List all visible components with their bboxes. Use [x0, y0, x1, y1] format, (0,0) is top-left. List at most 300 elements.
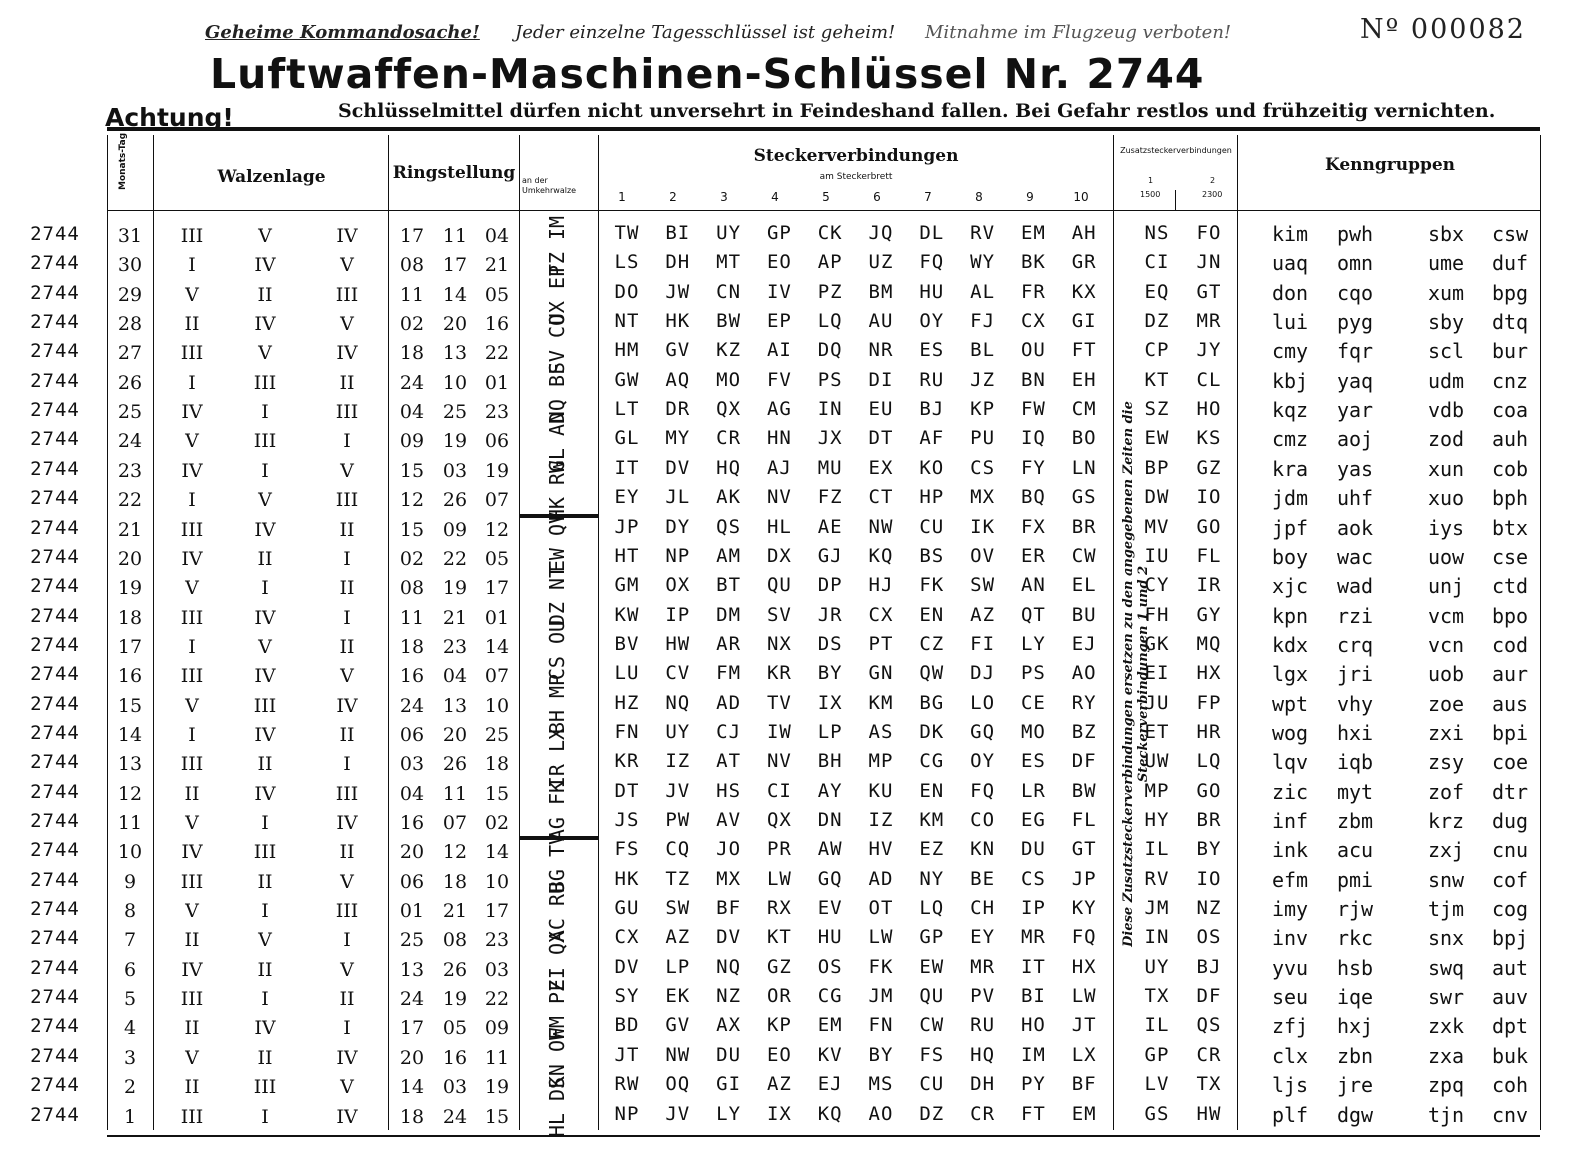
- plug-pair: CX: [1020, 310, 1046, 333]
- plug-pair: FR: [1020, 280, 1046, 303]
- plug-pair: EO: [766, 1043, 792, 1066]
- extra-plug-pair: LV: [1144, 1073, 1170, 1096]
- plug-pair: UZ: [868, 251, 894, 274]
- kenngruppe: don: [1271, 280, 1309, 305]
- ring-cell: 20: [442, 313, 468, 336]
- plug-pair: BN: [1020, 368, 1046, 391]
- plug-pair: CW: [919, 1014, 945, 1037]
- extra-plug-pair: GZ: [1196, 456, 1222, 479]
- plug-pair: GJ: [817, 544, 843, 567]
- key-number: 2744: [30, 692, 80, 715]
- kenngruppe: efm: [1271, 867, 1309, 892]
- plug-pair: CH: [970, 897, 996, 920]
- plug-pair: AL: [970, 280, 996, 303]
- reflector-pair: FM PZ: [545, 979, 569, 1040]
- ring-cell: 01: [399, 900, 425, 923]
- key-number: 2744: [30, 457, 80, 480]
- plug-pair: OU: [1020, 339, 1046, 362]
- plug-pair: FI: [970, 632, 996, 655]
- rotor-cell: III: [180, 225, 204, 247]
- plug-pair: EJ: [817, 1073, 843, 1096]
- rotor-cell: V: [258, 929, 272, 952]
- ring-cell: 13: [442, 342, 468, 365]
- rotor-cell: I: [343, 929, 351, 952]
- ring-cell: 08: [442, 929, 468, 952]
- extra-plug-pair: TX: [1196, 1073, 1222, 1096]
- plug-pair: BR: [1071, 515, 1097, 538]
- plug-pair: KP: [766, 1014, 792, 1037]
- plug-pair: DS: [817, 632, 843, 655]
- plug-pair: BH: [817, 750, 843, 773]
- kenngruppe: aut: [1491, 955, 1529, 980]
- day-cell: 5: [123, 988, 137, 1011]
- day-cell: 27: [117, 342, 143, 365]
- day-cell: 7: [123, 929, 137, 952]
- plug-pair: JR: [817, 603, 843, 626]
- kenngruppe: auv: [1491, 985, 1529, 1010]
- plug-pair: MR: [1020, 926, 1046, 949]
- ring-cell: 16: [399, 812, 425, 834]
- kenngruppe: plf: [1271, 1102, 1309, 1127]
- extra-plug-pair: FO: [1196, 222, 1222, 244]
- kenngruppe: xjc: [1271, 574, 1309, 599]
- reflector-pair: UX EP: [545, 265, 569, 326]
- plug-pair: IX: [817, 691, 843, 714]
- plug-pair: KN: [970, 838, 996, 861]
- key-number: 2744: [30, 340, 80, 363]
- ring-cell: 24: [399, 371, 425, 394]
- plug-pair: DL: [919, 222, 945, 244]
- day-cell: 20: [117, 547, 143, 570]
- kenngruppe: bph: [1491, 486, 1529, 511]
- plug-pair: NR: [868, 339, 894, 362]
- plug-pair: HQ: [970, 1043, 996, 1066]
- ring-cell: 03: [484, 958, 510, 981]
- rotor-cell: IV: [336, 225, 358, 247]
- plug-pair: IZ: [665, 750, 691, 773]
- plug-pair: QX: [716, 398, 742, 421]
- extra-plug-pair: CY: [1144, 574, 1170, 597]
- key-number: 2744: [30, 1044, 80, 1067]
- plug-pair: LT: [614, 398, 640, 421]
- plug-pair: GP: [919, 926, 945, 949]
- ring-cell: 04: [442, 665, 468, 688]
- ring-cell: 10: [484, 694, 510, 717]
- kenngruppen-header: Kenngruppen: [1324, 155, 1456, 175]
- plugboard-number: 4: [771, 190, 779, 204]
- extra-plug-pair: JM: [1144, 897, 1170, 920]
- plug-pair: QU: [766, 574, 792, 597]
- rotor-cell: II: [257, 870, 273, 893]
- plug-pair: NY: [919, 867, 945, 890]
- rotor-cell: V: [185, 1046, 199, 1069]
- plug-pair: AO: [868, 1102, 894, 1125]
- reflector-pair: DZ NT: [545, 566, 569, 627]
- ring-cell: 26: [442, 489, 468, 512]
- extra-plug-pair: GP: [1144, 1043, 1170, 1066]
- plugboard-number: 6: [873, 190, 881, 204]
- ring-cell: 22: [484, 342, 510, 365]
- plug-pair: DK: [919, 720, 945, 743]
- warning-text: Schlüsselmittel dürfen nicht unversehrt in Feindeshand fallen. Bei Gefahr restlos und frühzeitig vernichten.: [338, 100, 1496, 122]
- column-divider: [1113, 135, 1114, 1130]
- plug-pair: LQ: [817, 310, 843, 333]
- plug-pair: JW: [665, 280, 691, 303]
- extra-plug-pair: JU: [1144, 691, 1170, 714]
- plugboard-header: Steckerverbindungen: [753, 146, 959, 166]
- extra-plug-pair: MV: [1144, 515, 1170, 538]
- extra-plug-pair: IN: [1144, 926, 1170, 949]
- day-cell: 25: [117, 401, 143, 424]
- key-number: 2744: [30, 399, 80, 422]
- plug-pair: CT: [868, 486, 894, 509]
- plug-pair: AS: [868, 720, 894, 743]
- plug-pair: EH: [1071, 368, 1097, 391]
- extra-plug-pair: HR: [1196, 720, 1222, 743]
- kenngruppe: sby: [1427, 310, 1465, 335]
- extra-plug-pair: HX: [1196, 662, 1222, 685]
- kenngruppe: zsy: [1427, 750, 1465, 775]
- ring-cell: 18: [399, 1105, 425, 1128]
- kenngruppe: pwh: [1336, 222, 1374, 246]
- plug-pair: RW: [614, 1073, 640, 1096]
- plug-pair: FN: [614, 720, 640, 743]
- plug-pair: JT: [1071, 1014, 1097, 1037]
- plug-pair: MP: [868, 750, 894, 773]
- plug-pair: BY: [817, 662, 843, 685]
- plug-pair: KM: [919, 809, 945, 831]
- ring-cell: 12: [399, 489, 425, 512]
- kenngruppe: bpo: [1491, 603, 1529, 628]
- extra-plug-pair: GT: [1196, 280, 1222, 303]
- plug-pair: IP: [1020, 897, 1046, 920]
- plug-pair: BT: [716, 574, 742, 597]
- plug-pair: FS: [919, 1043, 945, 1066]
- kenngruppe: wog: [1271, 720, 1309, 745]
- ring-cell: 18: [399, 342, 425, 365]
- plug-pair: HK: [665, 310, 691, 333]
- kenngruppe: swq: [1427, 955, 1465, 980]
- plug-pair: BK: [1020, 251, 1046, 274]
- plug-pair: GV: [665, 1014, 691, 1037]
- plug-pair: CX: [868, 603, 894, 626]
- extra-plug-pair: RV: [1144, 867, 1170, 890]
- reflector-header: an der Umkehrwalze: [522, 176, 577, 195]
- plug-pair: HP: [919, 486, 945, 509]
- plug-pair: GT: [1071, 838, 1097, 861]
- plug-pair: LX: [1071, 1043, 1097, 1066]
- ring-cell: 04: [399, 401, 425, 424]
- plug-pair: HO: [1020, 1014, 1046, 1037]
- plug-pair: PW: [665, 809, 691, 831]
- kenngruppe: csw: [1491, 222, 1529, 246]
- plug-pair: WY: [970, 251, 996, 274]
- kenngruppe: lgx: [1271, 662, 1309, 687]
- extra-plug-pair: CL: [1196, 368, 1222, 391]
- plug-pair: IX: [766, 1102, 792, 1125]
- day-cell: 26: [117, 371, 143, 394]
- plugboard-subheader: am Steckerbrett: [819, 172, 893, 182]
- kenngruppe: aur: [1491, 662, 1529, 687]
- kenngruppe: tjm: [1427, 897, 1465, 922]
- plugboard-number: 10: [1073, 190, 1089, 204]
- plug-pair: JP: [614, 515, 640, 538]
- plug-pair: FM: [716, 662, 742, 685]
- plug-pair: GU: [614, 897, 640, 920]
- kenngruppe: ctd: [1491, 574, 1529, 599]
- ring-cell: 09: [399, 430, 425, 453]
- ring-cell: 05: [484, 547, 510, 570]
- extra-plug-pair: IU: [1144, 544, 1170, 567]
- plug-pair: NZ: [716, 985, 742, 1008]
- kenngruppe: inv: [1271, 926, 1309, 951]
- plug-pair: EN: [919, 779, 945, 802]
- plug-pair: CK: [817, 222, 843, 244]
- plug-pair: DN: [817, 809, 843, 831]
- key-number: 2744: [30, 487, 80, 510]
- ring-cell: 18: [399, 635, 425, 658]
- kenngruppe: ume: [1427, 251, 1465, 276]
- plug-pair: IN: [817, 398, 843, 421]
- kenngruppe: hsb: [1336, 955, 1374, 980]
- plug-pair: DR: [665, 398, 691, 421]
- key-number: 2744: [30, 311, 80, 334]
- kenngruppe: imy: [1271, 897, 1309, 922]
- reflector-pair: SV CO: [545, 314, 569, 375]
- plug-pair: DQ: [817, 339, 843, 362]
- plug-pair: PS: [817, 368, 843, 391]
- kenngruppe: vcm: [1427, 603, 1465, 628]
- rotor-cell: I: [343, 547, 351, 570]
- plugboard-number: 3: [720, 190, 728, 204]
- plug-pair: GQ: [817, 867, 843, 890]
- ring-cell: 19: [442, 430, 468, 453]
- plug-pair: PY: [1020, 1073, 1046, 1096]
- ring-cell: 15: [399, 459, 425, 482]
- plug-pair: AX: [716, 1014, 742, 1037]
- ring-cell: 15: [399, 518, 425, 541]
- kenngruppe: yaq: [1336, 368, 1374, 393]
- plugboard-number: 7: [924, 190, 932, 204]
- column-divider: [388, 135, 389, 1130]
- ring-cell: 02: [399, 547, 425, 570]
- day-cell: 31: [117, 225, 143, 247]
- plug-pair: LY: [1020, 632, 1046, 655]
- extra-plug-pair: HO: [1196, 398, 1222, 421]
- ring-cell: 16: [484, 313, 510, 336]
- plug-pair: HT: [614, 544, 640, 567]
- plug-pair: RU: [970, 1014, 996, 1037]
- ring-cell: 25: [484, 723, 510, 746]
- plug-pair: OT: [868, 897, 894, 920]
- plug-pair: DH: [970, 1073, 996, 1096]
- plug-pair: MU: [817, 456, 843, 479]
- rotor-cell: I: [343, 1017, 351, 1040]
- plug-pair: AG: [766, 398, 792, 421]
- plug-pair: LU: [614, 662, 640, 685]
- plug-pair: JT: [614, 1043, 640, 1066]
- plug-pair: QW: [919, 662, 945, 685]
- ring-cell: 17: [484, 900, 510, 923]
- ring-cell: 06: [484, 430, 510, 453]
- extra-plug-number: 2: [1210, 176, 1216, 185]
- extra-plug-pair: MR: [1196, 310, 1222, 333]
- plug-pair: MX: [970, 486, 996, 509]
- day-cell: 24: [117, 430, 143, 453]
- plug-pair: AZ: [970, 603, 996, 626]
- ring-cell: 02: [484, 812, 510, 834]
- ring-cell: 21: [442, 900, 468, 923]
- reflector-pair: BG TV: [545, 832, 569, 893]
- plug-pair: CJ: [716, 720, 742, 743]
- plug-pair: LP: [817, 720, 843, 743]
- reflector-pair: CS OU: [545, 619, 569, 681]
- extra-plug-pair: DZ: [1144, 310, 1170, 333]
- day-cell: 1: [123, 1105, 137, 1128]
- plug-pair: FX: [1020, 515, 1046, 538]
- plug-pair: BJ: [919, 398, 945, 421]
- kenngruppe: cob: [1491, 456, 1529, 481]
- day-cell: 13: [117, 753, 143, 776]
- aircraft-note: Mitnahme im Flugzeug verboten!: [925, 22, 1232, 43]
- ring-cell: 11: [399, 283, 425, 306]
- rotor-cell: IV: [254, 782, 276, 805]
- plug-pair: MO: [1020, 720, 1046, 743]
- plug-pair: EX: [868, 456, 894, 479]
- plug-pair: EM: [1020, 222, 1046, 244]
- column-divider: [107, 135, 108, 1130]
- plug-pair: KZ: [716, 339, 742, 362]
- plug-pair: CU: [919, 515, 945, 538]
- extra-plug-pair: UW: [1144, 750, 1170, 773]
- plug-pair: GS: [1071, 486, 1097, 509]
- rotor-cell: II: [257, 753, 273, 776]
- kenngruppe: unj: [1427, 574, 1465, 599]
- key-number: 2744: [30, 252, 80, 275]
- key-number: 2744: [30, 604, 80, 627]
- plug-pair: JP: [1071, 867, 1097, 890]
- plug-pair: NQ: [716, 955, 742, 978]
- plug-pair: BE: [970, 867, 996, 890]
- kenngruppe: cnv: [1491, 1102, 1529, 1127]
- plug-pair: AH: [1071, 222, 1097, 244]
- plugboard-number: 9: [1026, 190, 1034, 204]
- kenngruppe: dgw: [1336, 1102, 1374, 1127]
- extra-plug-pair: TX: [1144, 985, 1170, 1008]
- key-number: 2744: [30, 839, 80, 862]
- plug-pair: EZ: [919, 838, 945, 861]
- kenngruppe: tjn: [1427, 1102, 1465, 1127]
- plug-pair: DV: [614, 955, 640, 978]
- kenngruppe: rjw: [1336, 897, 1374, 922]
- kenngruppe: auh: [1491, 427, 1529, 452]
- plug-pair: KO: [919, 456, 945, 479]
- plug-pair: HJ: [868, 574, 894, 597]
- kenngruppe: dtq: [1491, 310, 1529, 335]
- extra-plug-pair: GO: [1196, 515, 1222, 538]
- plug-pair: AY: [817, 779, 843, 802]
- kenngruppe: rzi: [1336, 603, 1374, 628]
- plug-pair: AU: [868, 310, 894, 333]
- reflector-pair: HK RW: [545, 460, 569, 522]
- kenngruppe: jpf: [1271, 515, 1309, 540]
- plug-pair: MY: [665, 427, 691, 450]
- rotor-cell: I: [261, 900, 269, 923]
- plug-pair: NV: [766, 750, 792, 773]
- plug-pair: OS: [817, 955, 843, 978]
- kenngruppe: fqr: [1336, 339, 1374, 364]
- day-cell: 3: [123, 1046, 137, 1069]
- ring-cell: 10: [442, 371, 468, 394]
- plug-pair: BG: [919, 691, 945, 714]
- extra-plug-pair: FL: [1196, 544, 1222, 567]
- kenngruppe: cmz: [1271, 427, 1309, 452]
- ring-cell: 18: [484, 753, 510, 776]
- plug-pair: KX: [1071, 280, 1097, 303]
- plug-pair: JX: [817, 427, 843, 450]
- ring-cell: 17: [484, 577, 510, 600]
- rotor-cell: V: [185, 283, 199, 306]
- rotor-cell: II: [339, 841, 355, 864]
- rotor-cell: I: [261, 1105, 269, 1128]
- extra-plug-pair: IR: [1196, 574, 1222, 597]
- reflector-pair: TZ IM: [545, 216, 569, 277]
- plug-pair: DF: [1071, 750, 1097, 773]
- plug-pair: CN: [716, 280, 742, 303]
- kenngruppe: bur: [1491, 339, 1529, 364]
- kenngruppe: cod: [1491, 632, 1529, 657]
- kenngruppe: aoj: [1336, 427, 1374, 452]
- key-number: 2744: [30, 1103, 80, 1126]
- kenngruppe: vcn: [1427, 632, 1465, 657]
- plug-pair: AI: [766, 339, 792, 362]
- rotor-cell: II: [339, 518, 355, 541]
- day-cell: 12: [117, 782, 143, 805]
- plug-pair: NQ: [665, 691, 691, 714]
- plug-pair: DM: [716, 603, 742, 626]
- plug-pair: BW: [716, 310, 742, 333]
- rotor-cell: IV: [181, 459, 203, 482]
- kenngruppe: kra: [1271, 456, 1309, 481]
- rotor-cell: V: [185, 694, 199, 717]
- rotor-cell: III: [253, 371, 277, 394]
- rotors-header: Walzenlage: [217, 167, 326, 187]
- day-cell: 14: [117, 723, 143, 746]
- plug-pair: IM: [1020, 1043, 1046, 1066]
- ring-cell: 23: [484, 929, 510, 952]
- plug-pair: CS: [970, 456, 996, 479]
- plug-pair: LP: [665, 955, 691, 978]
- plug-pair: LS: [614, 251, 640, 274]
- rotor-cell: III: [180, 606, 204, 629]
- plug-pair: OX: [665, 574, 691, 597]
- reflector-pair: IR LX: [545, 727, 569, 788]
- rotor-cell: V: [258, 635, 272, 658]
- plug-pair: EY: [614, 486, 640, 509]
- extra-plug-pair: QS: [1196, 1014, 1222, 1037]
- rotor-cell: IV: [254, 665, 276, 688]
- kenngruppe: zbm: [1336, 809, 1374, 833]
- rotor-cell: II: [184, 1076, 200, 1099]
- plug-pair: HU: [817, 926, 843, 949]
- plug-pair: LW: [1071, 985, 1097, 1008]
- plug-pair: NP: [614, 1102, 640, 1125]
- kenngruppe: pmi: [1336, 867, 1374, 892]
- plug-pair: KP: [970, 398, 996, 421]
- plug-pair: IV: [766, 280, 792, 303]
- plug-pair: CG: [919, 750, 945, 773]
- rotor-cell: II: [184, 313, 200, 336]
